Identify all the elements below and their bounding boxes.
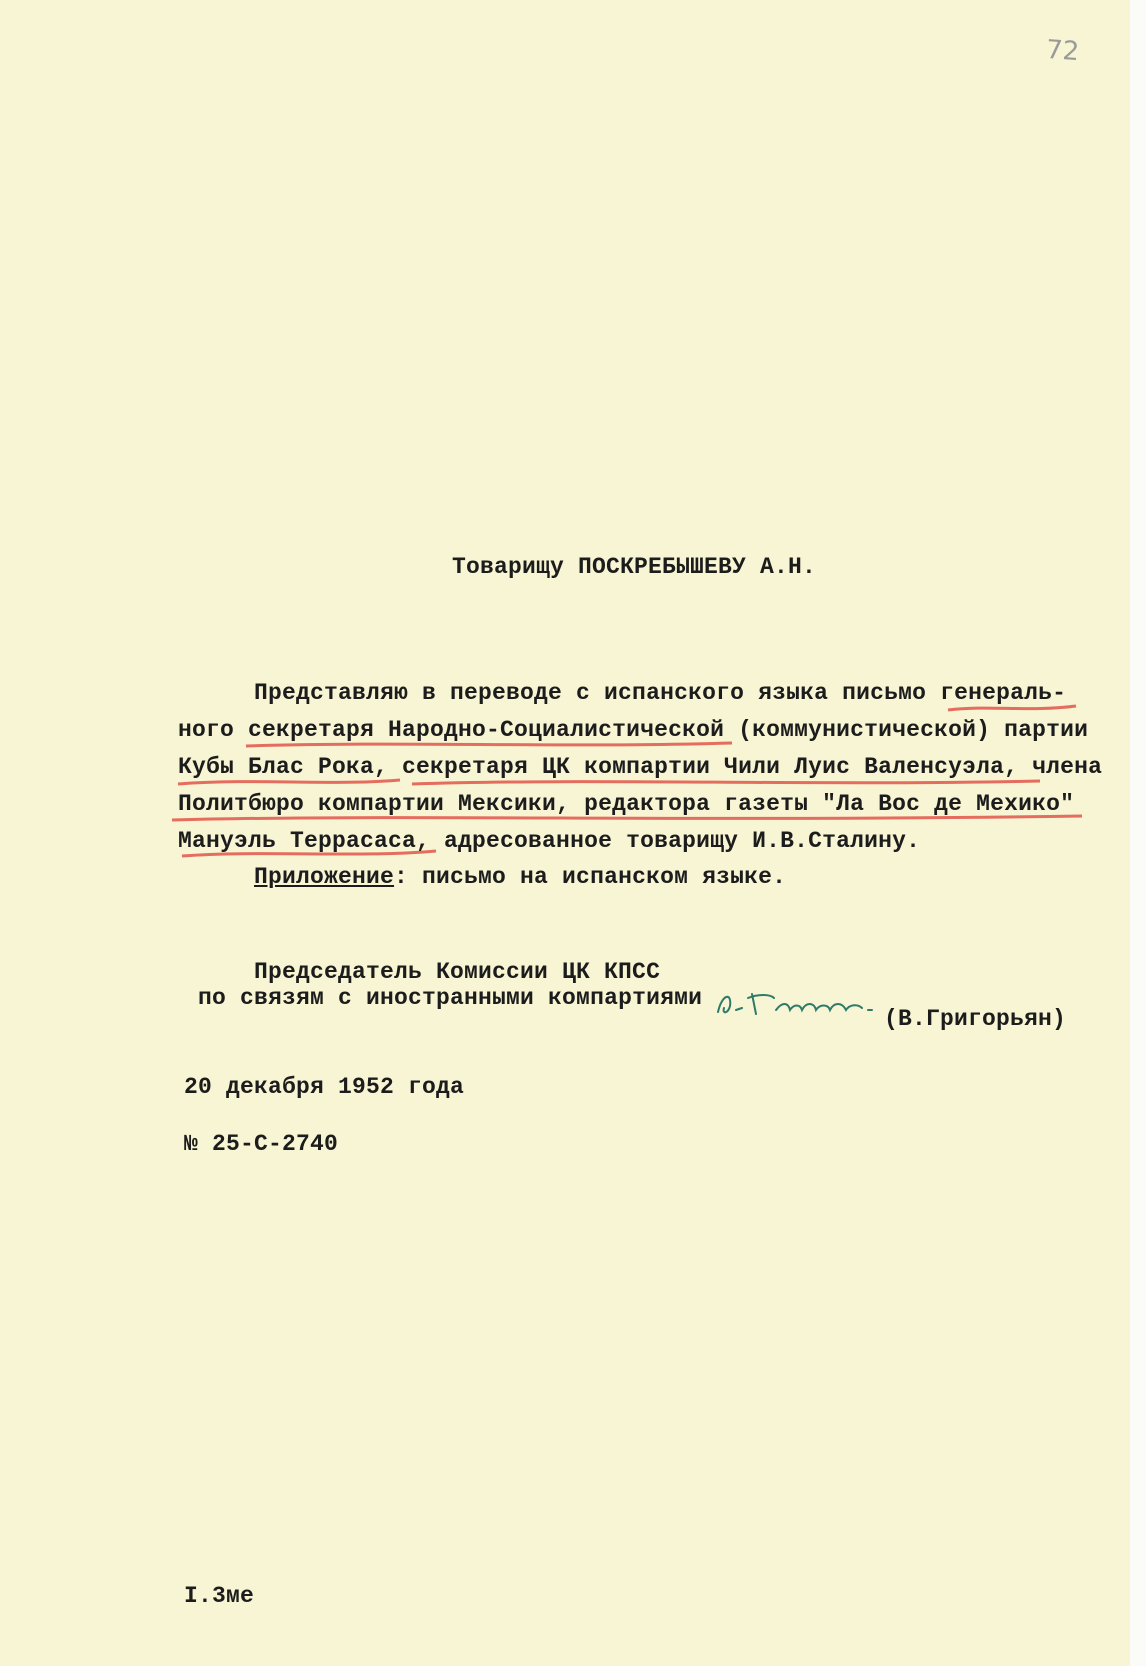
typed-signatory-name: (В.Григорьян)	[884, 1006, 1067, 1032]
addressee: Товарищу ПОСКРЕБЫШЕВУ А.Н.	[452, 554, 817, 580]
scan-margin	[1130, 0, 1146, 1666]
body-line-1: Представляю в переводе с испанского языка письмо генераль-	[254, 680, 1067, 706]
body-line-5: Мануэль Террасаса, адресованное товарищу И.В.Сталину.	[178, 828, 921, 854]
reference-number: № 25-С-2740	[184, 1131, 339, 1157]
footer-note: I.3ме	[184, 1583, 255, 1609]
archive-page-number: 72	[1044, 34, 1081, 68]
body-line-3: Кубы Блас Рока, секретаря ЦК компартии Чили Луис Валенсуэла, члена	[178, 754, 1103, 780]
document-date: 20 декабря 1952 года	[184, 1074, 465, 1100]
handwritten-signature	[712, 984, 892, 1024]
attachment-label: Приложение	[254, 864, 395, 890]
attachment-line	[254, 864, 786, 890]
signatory-title-line-1: Председатель Комиссии ЦК КПСС	[254, 959, 661, 985]
body-line-2: ного секретаря Народно-Социалистической (коммунистической) партии	[178, 717, 1089, 743]
attachment-text: : письмо на испанском языке.	[394, 864, 787, 890]
body-line-4: Политбюро компартии Мексики, редактора газеты "Ла Вос де Мехико"	[178, 791, 1075, 817]
signatory-title-line-2: по связям с иностранными компартиями	[198, 985, 703, 1011]
